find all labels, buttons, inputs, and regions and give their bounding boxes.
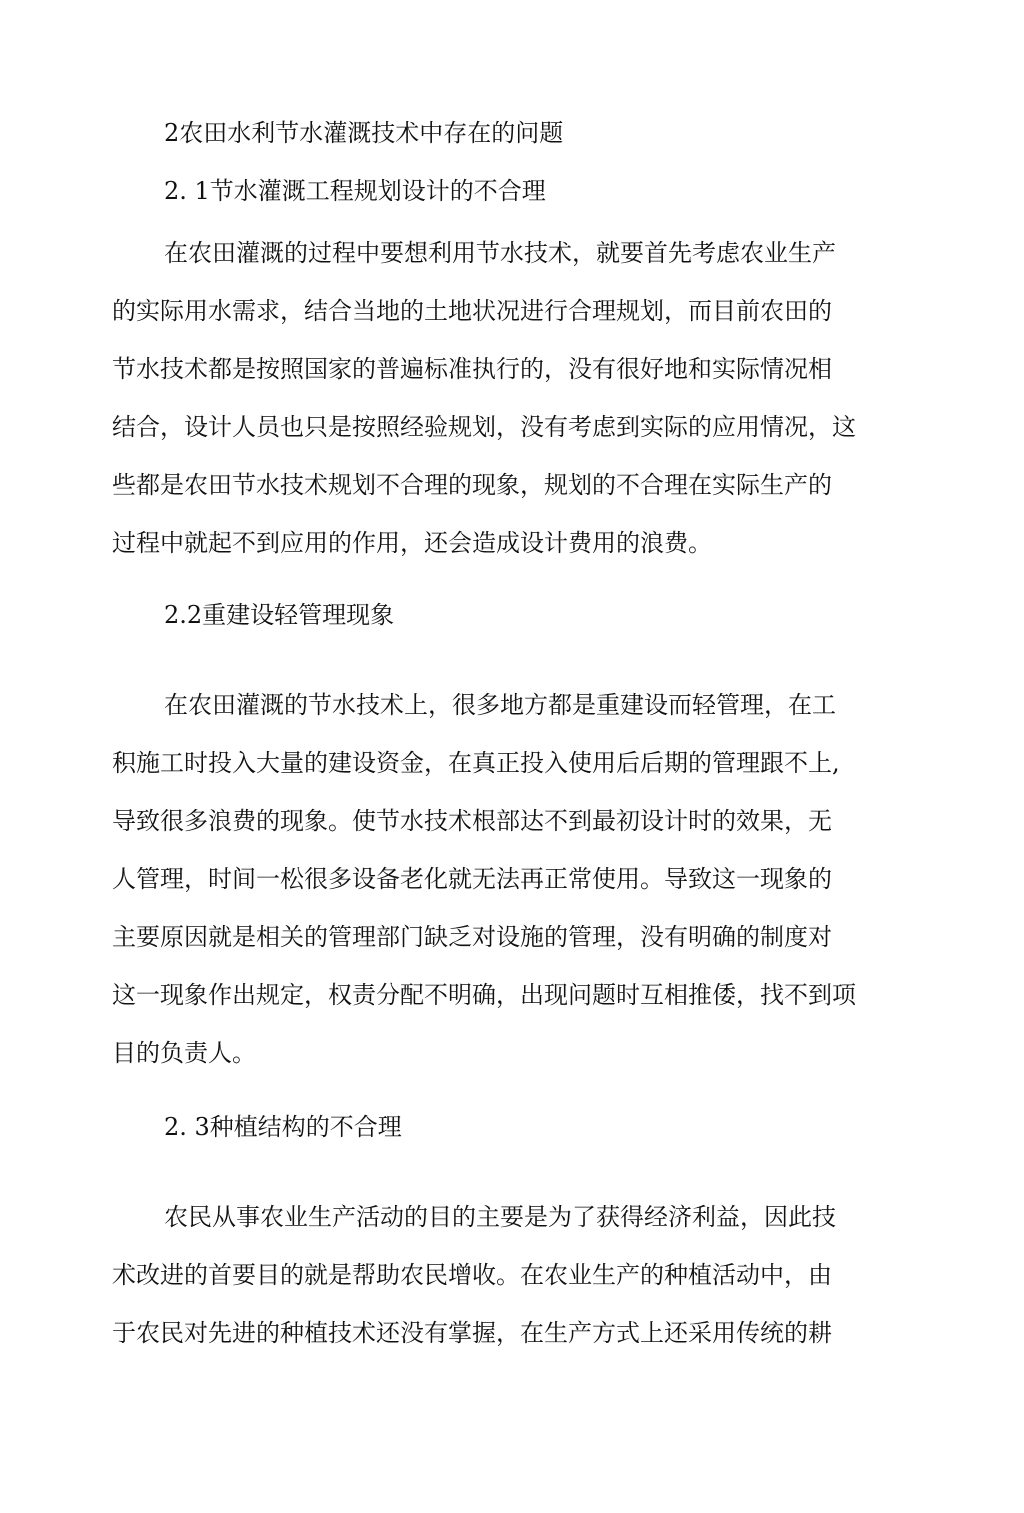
paragraph-line: 这一现象作出规定，权责分配不明确，出现问题时互相推倭，找不到项 bbox=[112, 981, 856, 1009]
paragraph-line: 在农田灌溉的节水技术上，很多地方都是重建设而轻管理，在工 bbox=[164, 691, 836, 719]
heading-2-2: 2.2重建设轻管理现象 bbox=[164, 601, 395, 629]
paragraph-line: 主要原因就是相关的管理部门缺乏对设施的管理，没有明确的制度对 bbox=[112, 923, 832, 951]
heading-2: 2农田水利节水灌溉技术中存在的问题 bbox=[164, 119, 564, 147]
paragraph-line: 些都是农田节水技术规划不合理的现象，规划的不合理在实际生产的 bbox=[112, 471, 832, 499]
paragraph-line: 过程中就起不到应用的作用，还会造成设计费用的浪费。 bbox=[112, 529, 712, 557]
paragraph-line: 的实际用水需求，结合当地的土地状况进行合理规划，而目前农田的 bbox=[112, 297, 832, 325]
section-2-2 bbox=[112, 586, 912, 644]
paragraph-line: 在农田灌溉的过程中要想利用节水技术，就要首先考虑农业生产 bbox=[164, 239, 836, 267]
paragraph-3 bbox=[112, 1188, 912, 1362]
paragraph-line: 人管理，时间一松很多设备老化就无法再正常使用。导致这一现象的 bbox=[112, 865, 832, 893]
paragraph-line: 积施工时投入大量的建设资金，在真正投入使用后后期的管理跟不上, bbox=[112, 749, 840, 777]
paragraph-line: 术改进的首要目的就是帮助农民增收。在农业生产的种植活动中，由 bbox=[112, 1261, 832, 1289]
paragraph-line: 结合，设计人员也只是按照经验规划，没有考虑到实际的应用情况，这 bbox=[112, 413, 856, 441]
paragraph-2 bbox=[112, 676, 912, 1082]
section-2-3 bbox=[112, 1098, 912, 1156]
heading-2-1: 2. 1节水灌溉工程规划设计的不合理 bbox=[164, 177, 546, 205]
paragraph-line: 导致很多浪费的现象。使节水技术根部达不到最初设计时的效果，无 bbox=[112, 807, 832, 835]
paragraph-line: 目的负责人。 bbox=[112, 1039, 256, 1067]
paragraph-line: 农民从事农业生产活动的目的主要是为了获得经济利益，因此技 bbox=[164, 1203, 836, 1231]
paragraph-line: 节水技术都是按照国家的普遍标准执行的，没有很好地和实际情况相 bbox=[112, 355, 832, 383]
paragraph-line: 于农民对先进的种植技术还没有掌握，在生产方式上还采用传统的耕 bbox=[112, 1319, 832, 1347]
paragraph-1 bbox=[112, 224, 912, 572]
heading-2-3: 2. 3种植结构的不合理 bbox=[164, 1113, 402, 1141]
section-2-heading bbox=[112, 104, 912, 220]
